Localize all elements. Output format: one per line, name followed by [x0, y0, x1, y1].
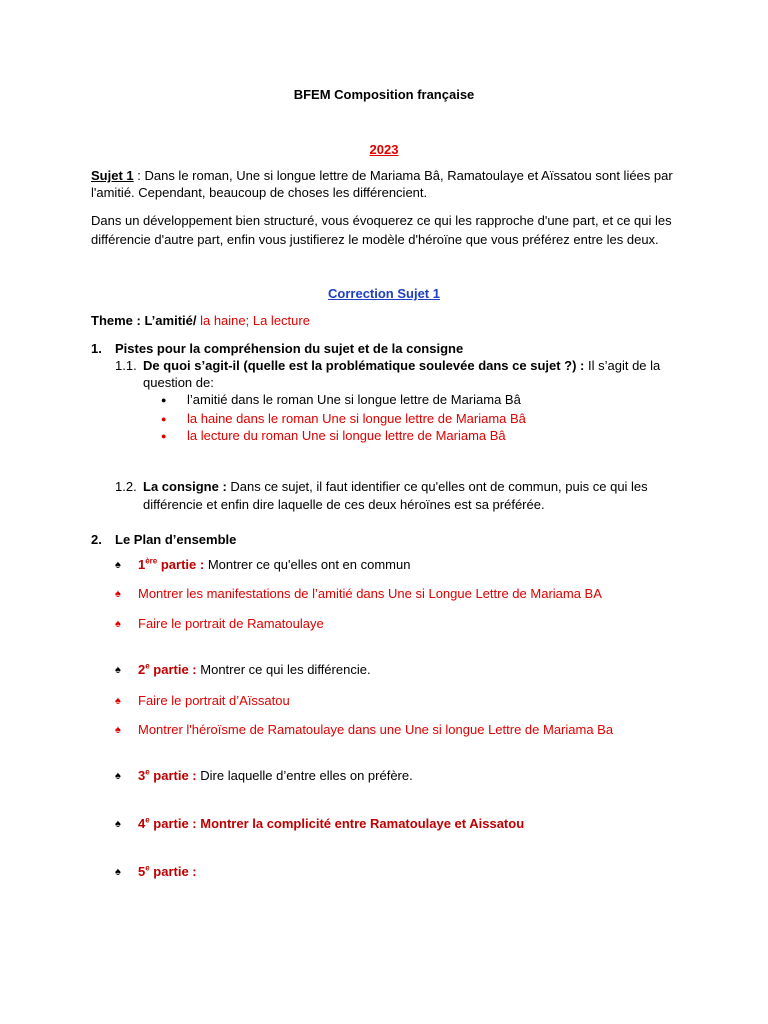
subsection-1-1-line-2: question de:: [143, 375, 214, 390]
section-1-title: Pistes pour la compréhension du sujet et de la consigne: [115, 341, 464, 356]
sujet-line-1: [91, 168, 673, 184]
subsection-1-1-number: 1.1.: [115, 358, 137, 373]
subsection-1-1-line-1: [143, 358, 660, 374]
spade-bullet-icon: ♠: [115, 695, 121, 707]
sujet-line-2: l'amitié. Cependant, beaucoup de choses les différencient.: [91, 185, 428, 200]
part-5-line: 5e partie :: [138, 863, 197, 879]
subsection-1-1-question: De quoi s’agit-il (quelle est la problématique soulevée dans ce sujet ?) :: [143, 358, 585, 373]
theme-label: Theme : L’amitié/: [91, 313, 197, 328]
bullet-dot-icon: ●: [161, 395, 167, 405]
part-3-line: [138, 768, 413, 784]
spade-bullet-icon: ♠: [115, 770, 121, 782]
part-3-label: 3e partie :: [138, 767, 197, 783]
subsection-1-1-rest: Il s’agit de la: [584, 358, 661, 373]
spade-bullet-icon: ♠: [115, 664, 121, 676]
spade-bullet-icon: ♠: [115, 588, 121, 600]
instruction-line-2: différencie d'autre part, enfin vous justifierez le modèle d'héroïne que vous préférez entre les deux.: [91, 232, 659, 247]
sujet-sep: :: [133, 168, 145, 183]
correction-title: Correction Sujet 1: [328, 286, 440, 301]
spade-bullet-icon: ♠: [115, 559, 121, 571]
section-1-number: 1.: [91, 341, 102, 356]
spade-bullet-icon: ♠: [115, 724, 121, 736]
plan-item: Faire le portrait de Ramatoulaye: [138, 616, 324, 631]
theme-line: [91, 313, 310, 329]
instruction-line-1: Dans un développement bien structuré, vous évoquerez ce qui les rapproche d'une part, et ce qui les: [91, 213, 672, 228]
plan-item: Montrer les manifestations de l’amitié dans Une si Longue Lettre de Mariama BA: [138, 586, 602, 601]
part-3-text: Dire laquelle d’entre elles on préfère.: [196, 768, 413, 783]
part-1-label: 1ère partie :: [138, 556, 205, 572]
document-title: BFEM Composition française: [293, 87, 475, 102]
spade-bullet-icon: ♠: [115, 866, 121, 878]
part-4-line: 4e partie : Montrer la complicité entre Ramatoulaye et Aissatou: [138, 815, 525, 831]
list-item: la lecture du roman Une si longue lettre de Mariama Bâ: [187, 428, 506, 443]
spade-bullet-icon: ♠: [115, 818, 121, 830]
part-2-text: Montrer ce qui les différencie.: [196, 662, 371, 677]
part-2-label: 2e partie :: [138, 661, 197, 677]
spade-bullet-icon: ♠: [115, 618, 121, 630]
list-item: la haine dans le roman Une si longue lettre de Mariama Bâ: [187, 411, 526, 426]
section-2-number: 2.: [91, 532, 102, 547]
bullet-dot-icon: ●: [161, 431, 167, 441]
sujet-label: Sujet 1: [91, 168, 134, 183]
sujet-text-1: Dans le roman, Une si longue lettre de Mariama Bâ, Ramatoulaye et Aïssatou sont liées par: [144, 168, 673, 183]
theme-red: la haine; La lecture: [196, 313, 310, 328]
part-1-line: [138, 557, 410, 573]
plan-item: Faire le portrait d’Aïssatou: [138, 693, 290, 708]
list-item: l’amitié dans le roman Une si longue lettre de Mariama Bâ: [187, 392, 521, 407]
year-heading: 2023: [369, 142, 399, 157]
consigne-label: La consigne :: [143, 479, 227, 494]
part-1-text: Montrer ce qu'elles ont en commun: [204, 557, 411, 572]
subsection-1-2-line-2: différencie et enfin dire laquelle de ces deux héroïnes est sa préférée.: [143, 497, 545, 512]
bullet-dot-icon: ●: [161, 414, 167, 424]
subsection-1-2-line-1: [143, 479, 648, 495]
consigne-rest: Dans ce sujet, il faut identifier ce qu'elles ont de commun, puis ce qui les: [226, 479, 648, 494]
subsection-1-2-number: 1.2.: [115, 479, 137, 494]
section-2-title: Le Plan d’ensemble: [115, 532, 237, 547]
part-2-line: [138, 662, 371, 678]
plan-item: Montrer l'héroïsme de Ramatoulaye dans une Une si longue Lettre de Mariama Ba: [138, 722, 614, 737]
